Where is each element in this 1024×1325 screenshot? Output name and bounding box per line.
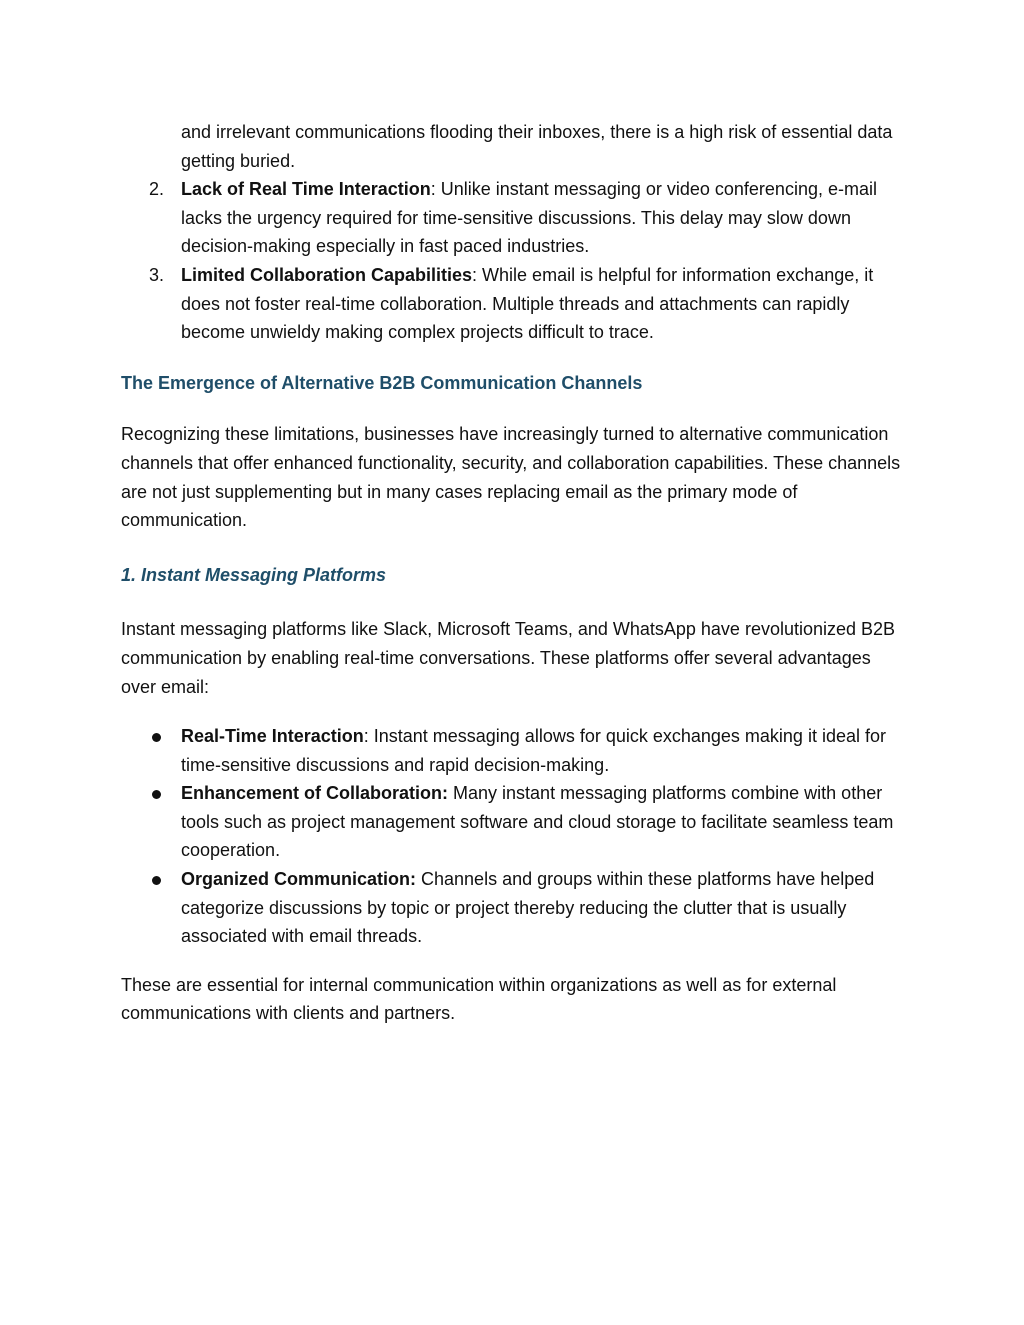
list-item-text: Channels and groups within these platforms have helped categorize discussions by topic or project thereby reducing the clutter that is usually associated with email threads.: [181, 869, 875, 947]
bullet-icon: [152, 790, 161, 799]
list-item-text: : Instant messaging allows for quick exchanges making it ideal for time-sensitive discussions and rapid decision-making.: [181, 726, 886, 775]
email-limitations-list: [121, 175, 907, 347]
section-heading: The Emergence of Alternative B2B Communication Channels: [121, 372, 643, 393]
list-item-text: : While email is helpful for information exchange, it does not foster real-time collaboration. Multiple threads and attachments can rapidly become unwieldy making complex projects difficult to trace.: [181, 264, 874, 343]
list-item: [121, 865, 907, 951]
list-item-title: Enhancement of Collaboration:: [181, 783, 449, 804]
bullet-icon: [152, 733, 161, 742]
bullet-icon: [152, 876, 161, 885]
closing-paragraph: These are essential for internal communication within organizations as well as for external communications with clients and partners.: [121, 974, 837, 1024]
list-item: [121, 722, 907, 779]
list-item-title: Limited Collaboration Capabilities: [181, 264, 473, 285]
carryover-paragraph: and irrelevant communications flooding their inboxes, there is a high risk of essential data getting buried.: [181, 122, 893, 171]
list-item: [121, 779, 907, 865]
document-body: [121, 118, 907, 1028]
list-item-title: Organized Communication:: [181, 869, 417, 890]
list-item-text: : Unlike instant messaging or video conferencing, e-mail lacks the urgency required for time-sensitive discussions. This delay may slow down decision-making especially in fast paced industries.: [181, 179, 877, 257]
list-item-text: Many instant messaging platforms combine with other tools such as project management software and cloud storage to facilitate seamless team cooperation.: [181, 783, 894, 861]
list-item: [121, 175, 907, 261]
subsection-heading: 1. Instant Messaging Platforms: [121, 564, 387, 585]
list-number: 2.: [149, 179, 165, 200]
list-item-title: Real-Time Interaction: [181, 726, 364, 747]
list-number: 3.: [149, 264, 165, 285]
advantages-list: [121, 722, 907, 951]
subsection-intro-paragraph: Instant messaging platforms like Slack, Microsoft Teams, and WhatsApp have revolutionized B2B communication by enabling real-time conversations. These platforms offer several advantages over email:: [121, 619, 896, 697]
list-item-title: Lack of Real Time Interaction: [181, 179, 431, 200]
section-intro-paragraph: Recognizing these limitations, businesses have increasingly turned to alternative communication channels that offer enhanced functionality, security, and collaboration capabilities. These channels are not just supplementing but in many cases replacing email as the primary mode of communication.: [121, 424, 901, 531]
list-item: [121, 261, 907, 347]
